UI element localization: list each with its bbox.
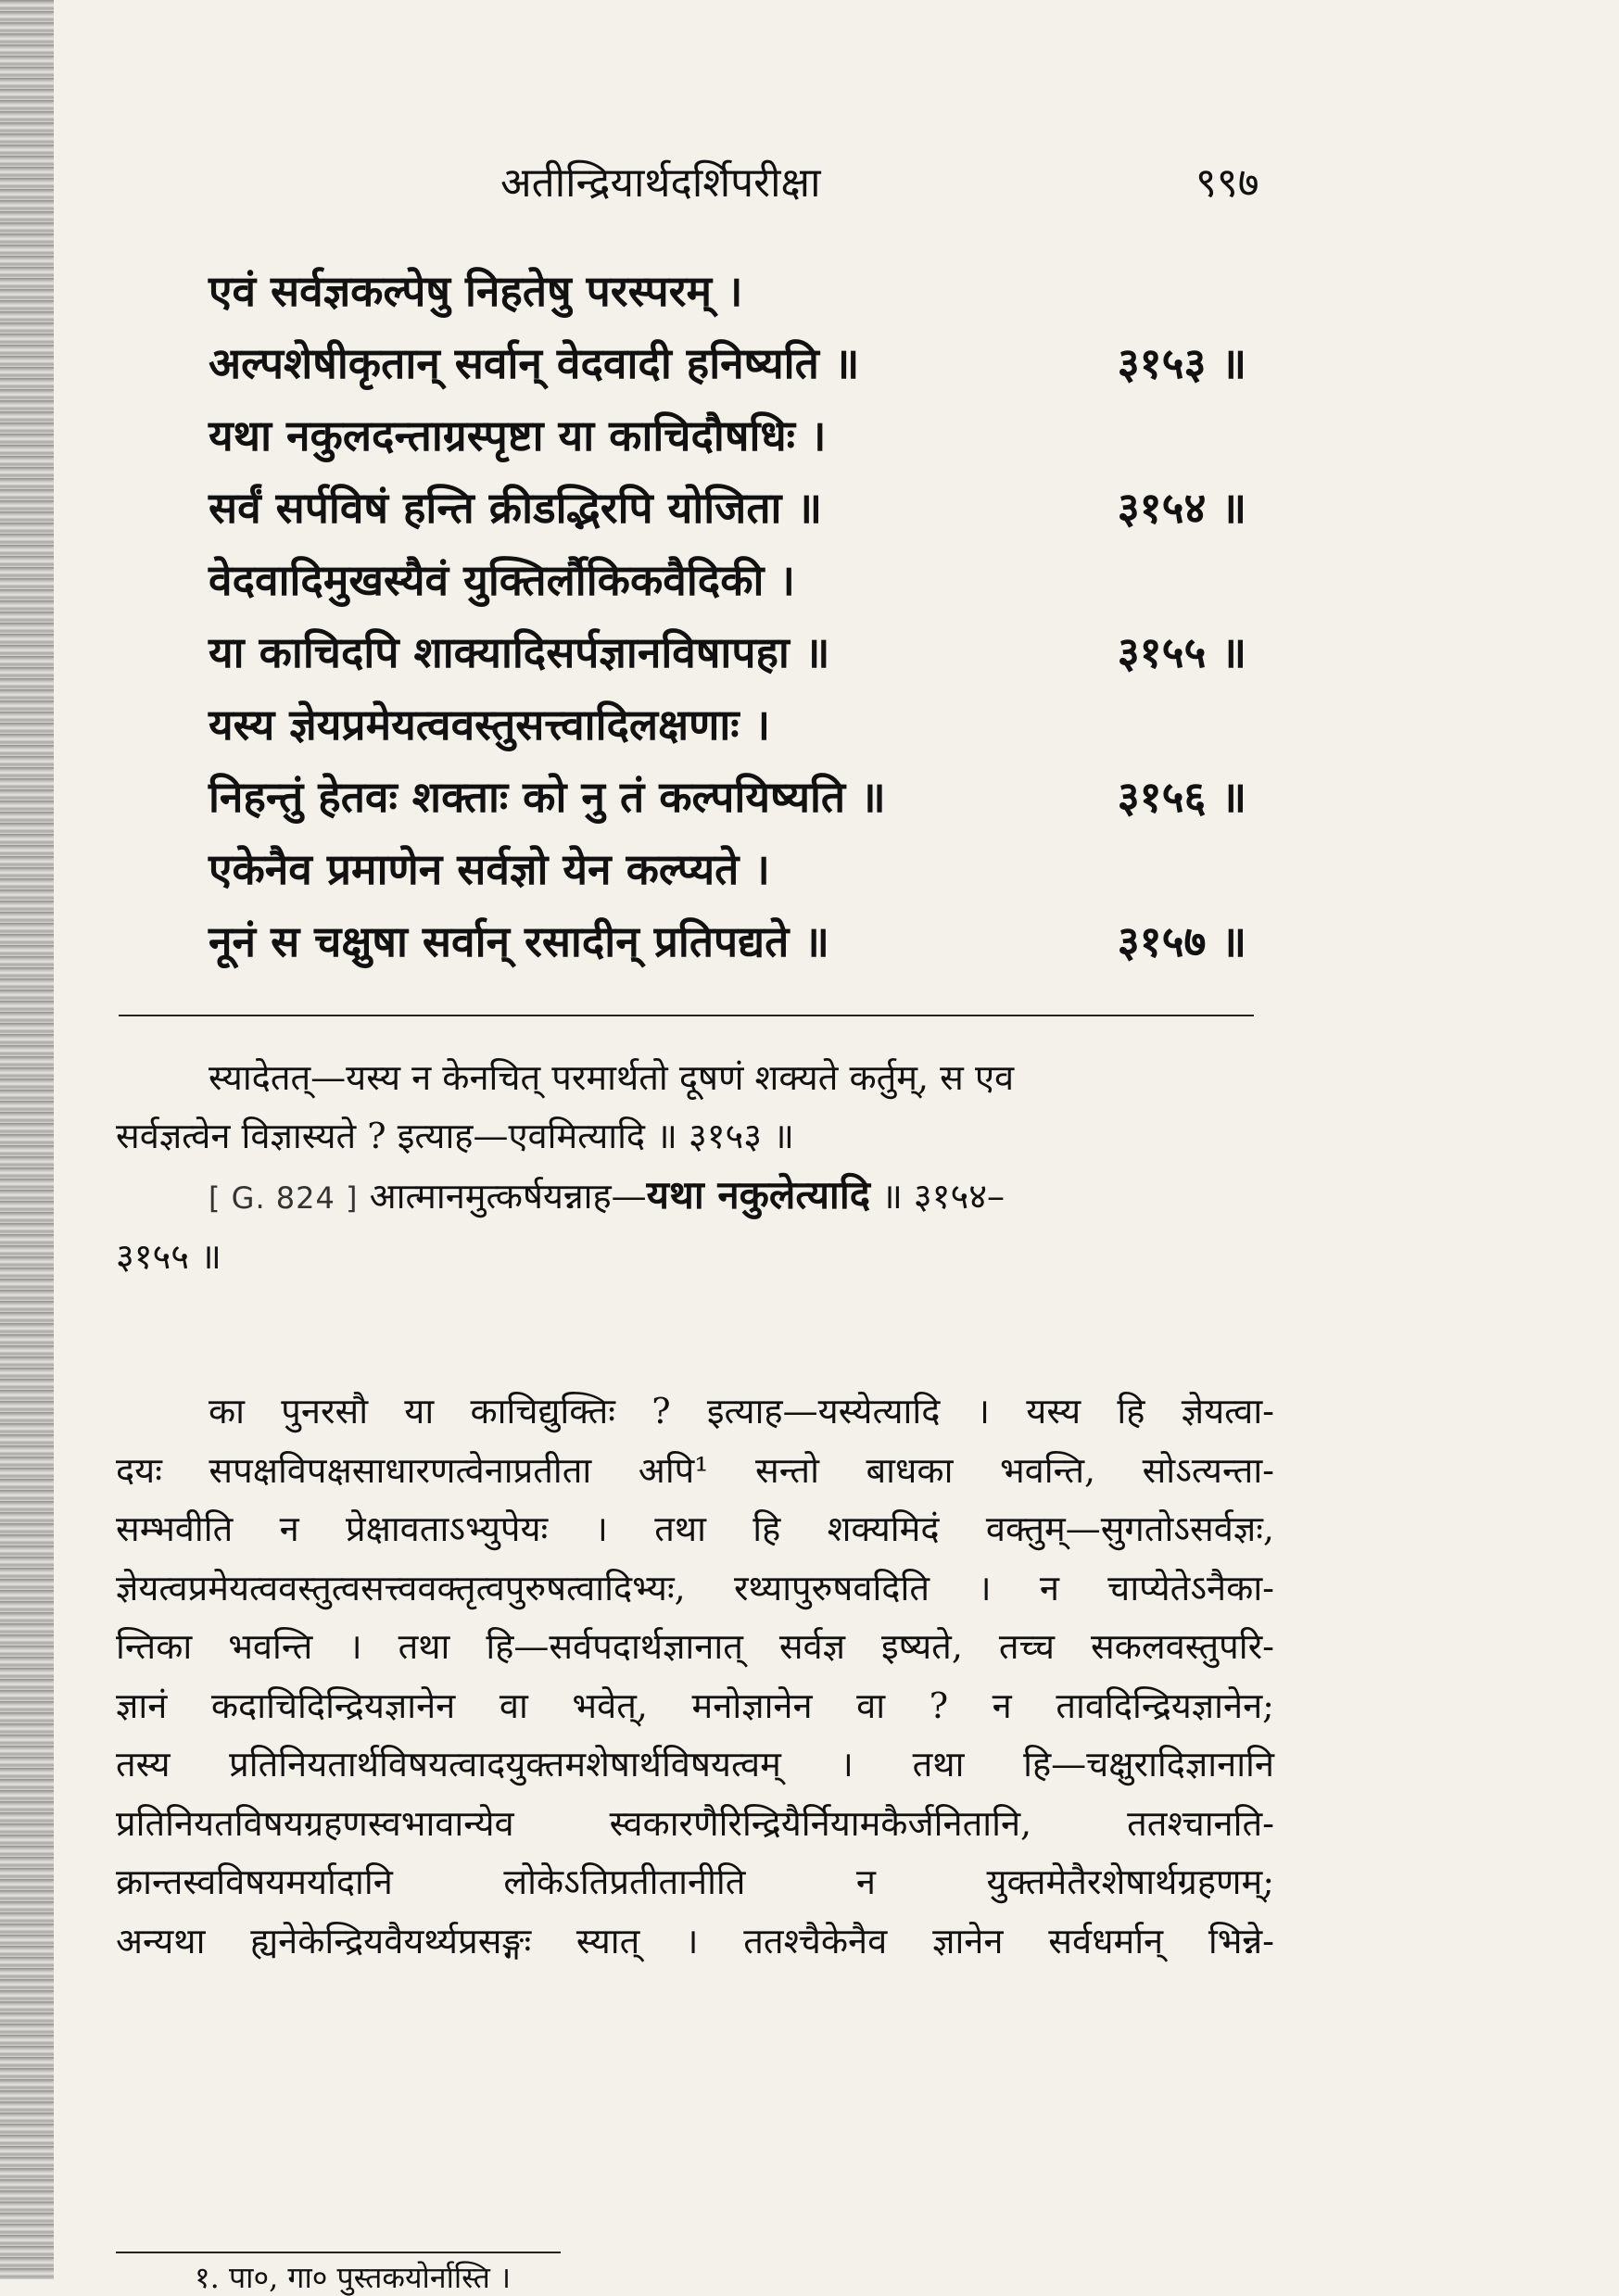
cited-word: यथा नकुलेत्यादि (646, 1172, 870, 1217)
page-header (0, 153, 1619, 218)
verse-line: नूनं स चक्षुषा सर्वान् रसादीन् प्रतिपद्यते ॥ ३१५७ ॥ (209, 916, 1246, 966)
page-number: ९९७ (1195, 159, 1259, 207)
verse-line: सर्वं सर्पविषं हन्ति क्रीडद्भिरपि योजिता ॥ ३१५४ ॥ (209, 483, 1246, 533)
verse-line: एकेनैव प्रमाणेन सर्वज्ञो येन कल्प्यते । (209, 844, 770, 894)
commentary-line: ३१५५ ॥ (116, 1236, 221, 1277)
paragraph-line: ज्ञानं कदाचिदिन्द्रियज्ञानेन वा भवेत्, मनोज्ञानेन वा ? न तावदिन्द्रियज्ञानेन; (116, 1684, 1274, 1726)
verse-line: या काचिदपि शाक्यादिसर्पज्ञानविषापहा ॥ ३१५५ ॥ (209, 627, 1246, 677)
commentary-paragraph (116, 1382, 1274, 1971)
commentary-line: सर्वज्ञत्वेन विज्ञास्यते ? इत्याह—एवमित्यादि ॥ ३१५३ ॥ (116, 1116, 794, 1156)
paragraph-line: क्रान्तस्वविषयमर्यादानि लोकेऽतिप्रतीतानीति न युक्तमेतैरशेषार्थग्रहणम्; (116, 1861, 1274, 1902)
verse-line: यस्य ज्ञेयप्रमेयत्ववस्तुसत्त्वादिलक्षणाः । (209, 700, 771, 750)
running-title: अतीन्द्रियार्थदर्शिपरीक्षा (500, 159, 821, 207)
paragraph-line: तस्य प्रतिनियतार्थविषयत्वादयुक्तमशेषार्थविषयत्वम् । तथा हि—चक्षुरादिज्ञानानि (116, 1744, 1274, 1785)
edition-reference: [ G. 824 ] (209, 1180, 359, 1216)
verse-line: यथा नकुलदन्ताग्रस्पृष्टा या काचिदौषधिः । (209, 410, 827, 460)
footnote: १. पा०, गा० पुस्तकयोर्नास्ति । (195, 2260, 512, 2295)
paragraph-line: सम्भवीति न प्रेक्षावताऽभ्युपेयः । तथा हि शक्यमिदं वक्तुम्—सुगतोऽसर्वज्ञः, (116, 1508, 1274, 1549)
paragraph-line: न्तिका भवन्ति । तथा हि—सर्वपदार्थज्ञानात् सर्वज्ञ इष्यते, तच्च सकलवस्तुपरि- (116, 1626, 1274, 1667)
paragraph-line: का पुनरसौ या काचिद्युक्तिः ? इत्याह—यस्येत्यादि । यस्य हि ज्ञेयत्वा- (209, 1391, 1274, 1432)
paragraph-line: ज्ञेयत्वप्रमेयत्ववस्तुत्वसत्त्ववक्तृत्वपुरुषत्वादिभ्यः, रथ्यापुरुषवदिति । न चाप्येतेऽनैका- (116, 1567, 1274, 1608)
paragraph-line: अन्यथा ह्यनेकेन्द्रियवैयर्थ्यप्रसङ्गः स्यात् । ततश्चैकेनैव ज्ञानेन सर्वधर्मान् भिन्ने- (116, 1920, 1274, 1962)
paragraph-line: दयः सपक्षविपक्षसाधारणत्वेनाप्रतीता अपि¹ सन्तो बाधका भवन्ति, सोऽत्यन्ता- (116, 1449, 1274, 1491)
commentary-line: स्यादेतत्—यस्य न केनचित् परमार्थतो दूषणं शक्यते कर्तुम्, स एव (209, 1057, 1015, 1098)
verse-block (209, 255, 1246, 978)
commentary-line: [ G. 824 ] आत्मानमुत्कर्षयन्नाह—यथा नकुलेत्यादि ॥ ३१५४– (209, 1172, 1005, 1217)
verse-line: निहन्तुं हेतवः शक्ताः को नु तं कल्पयिष्यति ॥ ३१५६ ॥ (209, 772, 1246, 822)
paragraph-line: प्रतिनियतविषयग्रहणस्वभावान्येव स्वकारणैरिन्द्रियैर्नियामकैर्जनितानि, ततश्चानति- (116, 1802, 1274, 1844)
verse-line: वेदवादिमुखस्यैवं युक्तिर्लौकिकवैदिकी । (209, 555, 795, 605)
footnote-divider (116, 2252, 561, 2253)
scanned-page-edge (0, 0, 54, 2279)
commentary-block (116, 1049, 1284, 1286)
verse-line: एवं सर्वज्ञकल्पेषु निहतेषु परस्परम् । (209, 266, 743, 316)
section-divider (119, 1015, 1254, 1016)
verse-line: अल्पशेषीकृतान् सर्वान् वेदवादी हनिष्यति ॥ ३१५३ ॥ (209, 338, 1246, 388)
